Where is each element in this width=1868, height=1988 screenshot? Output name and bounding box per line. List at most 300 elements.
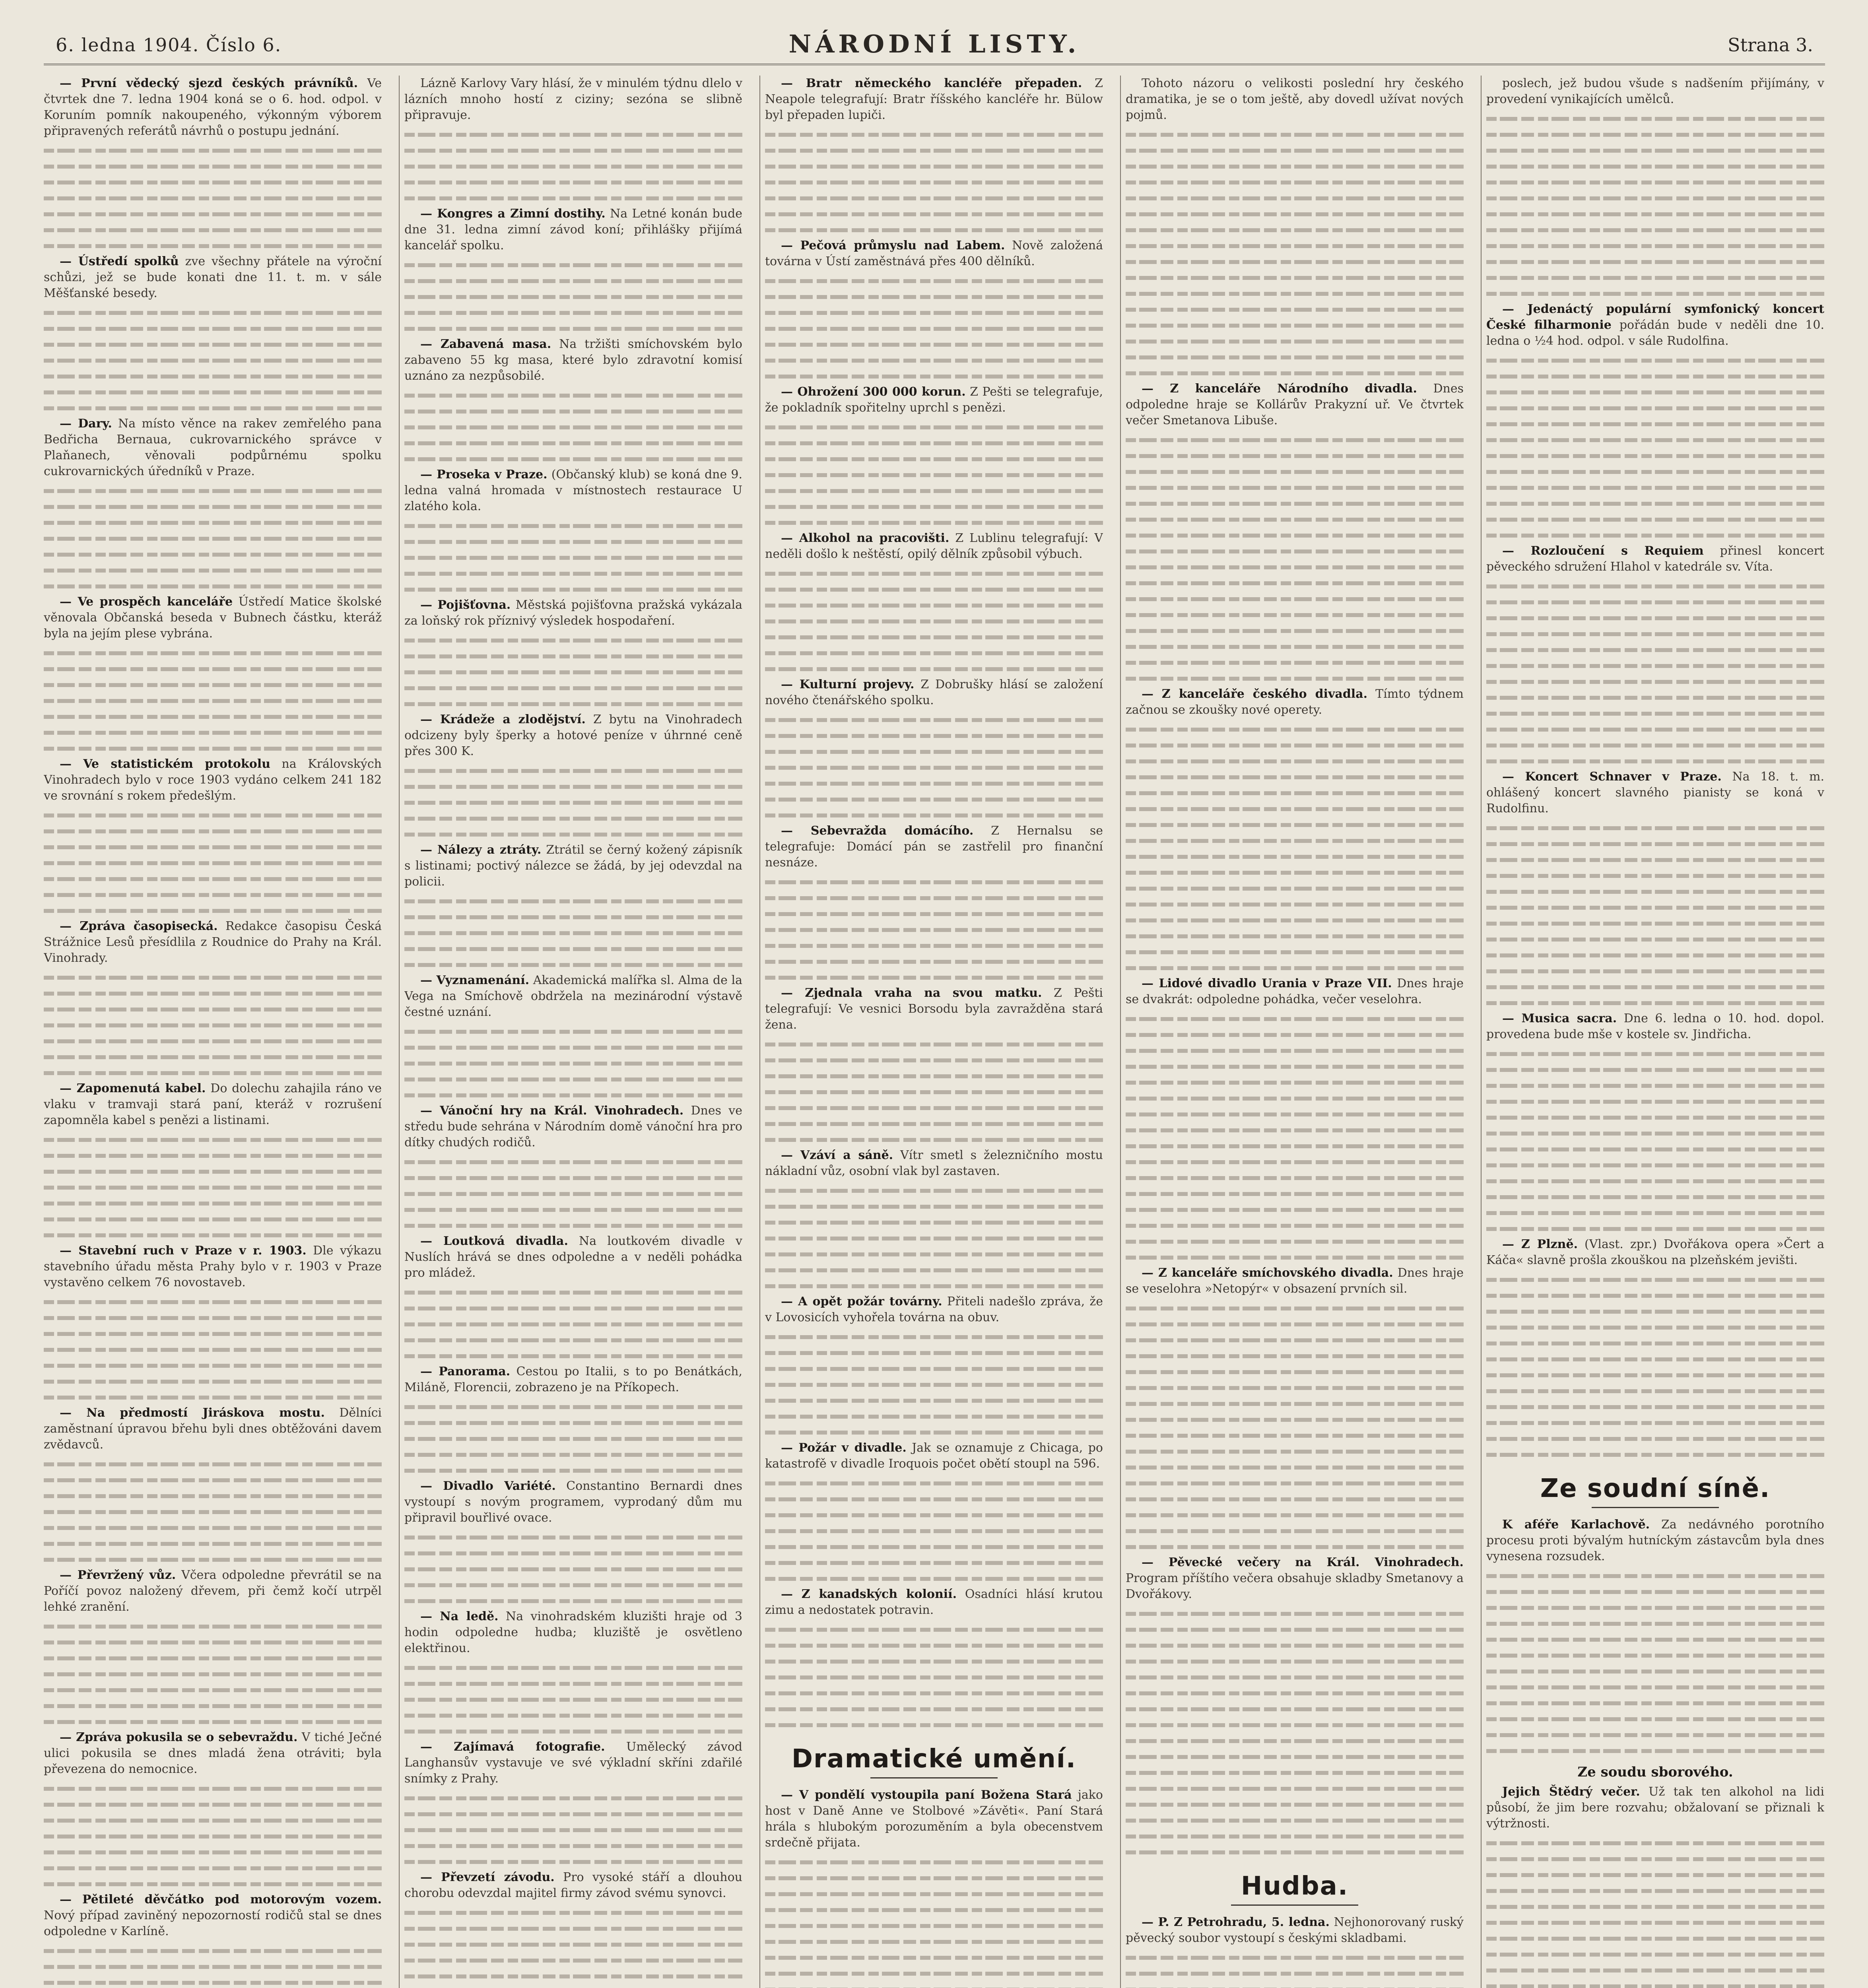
text-line [1126, 1058, 1464, 1074]
text-line [1486, 222, 1824, 238]
text-line [1486, 610, 1824, 626]
text-line [1486, 1141, 1824, 1157]
text-line [1126, 527, 1464, 543]
article-text: Dne 6. ledna o 10. hod. dopol. provedena bude mše v kostele sv. Jindřicha. [1486, 1011, 1824, 1041]
text-line [44, 985, 382, 1001]
text-line [765, 629, 1103, 645]
text-line [1486, 1883, 1824, 1899]
text-line [1126, 559, 1464, 575]
text-line [1126, 480, 1464, 495]
text-line [765, 1052, 1103, 1068]
article-text: Z Lublinu telegrafují: V neděli došlo k neštěstí, opilý dělník způsobil výbuch. [765, 531, 1103, 561]
text-line [1486, 495, 1824, 511]
text-line [404, 1332, 742, 1348]
article-lead: — V pondělí vystoupila paní Božena Stará [781, 1788, 1072, 1802]
article-lead: — Dary. [60, 417, 112, 431]
text-line [765, 775, 1103, 791]
article-text: Dnes hraje se dvakrát: odpoledne pohádka, večer veselohra. [1126, 977, 1464, 1006]
text-line [1486, 480, 1824, 495]
text-line [1126, 639, 1464, 654]
article-text: Z Pešti se telegrafuje, že pokladník spořitelny uprchl s penězi. [765, 385, 1103, 415]
article [44, 254, 382, 301]
text-line [1126, 464, 1464, 480]
article [44, 416, 382, 480]
text-line [1126, 1138, 1464, 1154]
text-line [1126, 607, 1464, 623]
text-line [44, 578, 382, 594]
text-line [1126, 1844, 1464, 1860]
text-line [765, 1981, 1103, 1988]
text-line [1126, 1074, 1464, 1090]
text-line [1126, 1949, 1464, 1965]
text-line [1486, 737, 1824, 753]
text-line [765, 1507, 1103, 1523]
article-lead: — Z kanadských kolonií. [781, 1587, 957, 1601]
text-line [404, 680, 742, 696]
text-line [404, 1707, 742, 1723]
text-line [404, 696, 742, 712]
text-line [44, 1456, 382, 1472]
text-line [1486, 1093, 1824, 1109]
text-line [1486, 658, 1824, 674]
text-line [765, 1886, 1103, 1902]
text-line [1126, 1621, 1464, 1637]
article-text: Městská pojišťovna pražská vykázala za loňský rok příznivý výsledek hospodaření. [404, 598, 742, 628]
article [44, 1892, 382, 1939]
text-line [1486, 1914, 1824, 1930]
text-line [44, 1033, 382, 1049]
article [404, 712, 742, 759]
text-line [1126, 222, 1464, 238]
text-line [44, 1666, 382, 1682]
text-line [44, 206, 382, 222]
article-lead: Jejich Štědrý večer. [1502, 1785, 1640, 1799]
text-line [1486, 1600, 1824, 1615]
column-rule [1120, 76, 1121, 1988]
text-line [1486, 190, 1824, 206]
text-line [1126, 1669, 1464, 1685]
article-text: Nově založená továrna v Ústí zaměstnává přes 400 dělníků. [765, 239, 1103, 268]
text-line [1126, 1475, 1464, 1491]
text-line [404, 257, 742, 273]
text-line [1126, 365, 1464, 381]
text-line [765, 1555, 1103, 1571]
text-line [44, 1132, 382, 1147]
text-line [1486, 368, 1824, 384]
text-line [765, 906, 1103, 922]
article [404, 597, 742, 629]
article-text: Dnes ve středu bude sehrána v Národním domě vánoční hra pro dítky chudých rodičů. [404, 1104, 742, 1149]
text-line [404, 549, 742, 565]
text-line [765, 1653, 1103, 1669]
article [44, 1567, 382, 1615]
text-line [44, 1504, 382, 1520]
article-text: Nejhonorovaný ruský pěvecký soubor vystoupí s českými skladbami. [1126, 1915, 1464, 1945]
text-line [404, 320, 742, 336]
article-lead: — Pěvecké večery na Král. Vinohradech. [1142, 1555, 1464, 1569]
article-lead: — Koncert Schnaver v Praze. [1502, 770, 1722, 784]
text-line [44, 1147, 382, 1163]
text-line [404, 1545, 742, 1561]
text-line [765, 206, 1103, 222]
text-line [765, 969, 1103, 985]
text-line [1126, 623, 1464, 639]
text-line [1126, 285, 1464, 301]
text-line [765, 953, 1103, 969]
text-line [1486, 400, 1824, 416]
article [1126, 381, 1464, 429]
text-line [1126, 1106, 1464, 1122]
text-line [1486, 1851, 1824, 1867]
article-text: Z Neapole telegrafují: Bratr říšského kancléře hr. Bülow byl přepaden lupiči. [765, 76, 1103, 122]
text-line [404, 581, 742, 597]
text-line [765, 273, 1103, 289]
text-line [404, 648, 742, 664]
text-line [1486, 1415, 1824, 1431]
text-line [44, 855, 382, 871]
article-lead: — Stavební ruch v Praze v r. 1903. [60, 1244, 307, 1258]
text-line [404, 1529, 742, 1545]
text-line [1486, 1615, 1824, 1631]
text-line [404, 1399, 742, 1415]
article-lead: — Divadlo Variété. [420, 1479, 556, 1493]
text-line [44, 1828, 382, 1844]
text-line [404, 1561, 742, 1577]
text-line [404, 1300, 742, 1316]
article-lead: — Převržený vůz. [60, 1568, 176, 1582]
text-line [1126, 495, 1464, 511]
text-line [44, 1227, 382, 1243]
text-line [1486, 852, 1824, 868]
text-line [1126, 1733, 1464, 1749]
text-line [765, 305, 1103, 320]
text-line [1126, 448, 1464, 464]
article-lead: — P. Z Petrohradu, 5. ledna. [1142, 1915, 1330, 1929]
text-line [404, 435, 742, 451]
column-1 [44, 76, 382, 1988]
text-line [765, 222, 1103, 238]
text-line [44, 336, 382, 352]
text-line [1486, 899, 1824, 915]
article-text: Redakce časopisu Česká Strážnice Lesů přesídlila z Roudnice do Prahy na Král. Vinohrady. [44, 919, 382, 965]
column-rule [759, 76, 760, 1988]
text-line [765, 289, 1103, 305]
text-line [765, 728, 1103, 744]
text-line [404, 419, 742, 435]
article-lead: — Kongres a Zimní dostihy. [420, 207, 606, 221]
text-line [404, 763, 742, 779]
text-line [765, 1685, 1103, 1701]
text-line [1126, 1523, 1464, 1539]
article-lead: — A opět požár továrny. [781, 1295, 942, 1309]
text-line [1126, 591, 1464, 607]
text-line [44, 1974, 382, 1988]
text-line [1126, 753, 1464, 769]
text-line [1486, 1584, 1824, 1600]
text-line [44, 1294, 382, 1310]
text-line [1486, 126, 1824, 142]
article [1486, 301, 1824, 349]
text-line [44, 724, 382, 740]
text-line [44, 693, 382, 709]
text-line [44, 1520, 382, 1536]
article [765, 1147, 1103, 1179]
text-line [1126, 896, 1464, 912]
text-line [765, 190, 1103, 206]
article-text: Z Pešti telegrafují: Ve vesnici Borsodu byla zavražděna stará žena. [765, 986, 1103, 1032]
text-line [1126, 1186, 1464, 1202]
article-text: V tiché Ječné ulici pokusila se dnes mladá žena otráviti; byla převezena do nemocnice. [44, 1730, 382, 1776]
text-line [765, 1345, 1103, 1361]
text-line [1126, 1749, 1464, 1765]
text-line [1126, 769, 1464, 785]
article-lead: — Zpráva pokusila se o sebevraždu. [60, 1730, 298, 1744]
article-text: Na místo věnce na rakev zemřelého pana Bedřicha Bernaua, cukrovarnického správce v Plaňanech, věnovali podpůrnému spolku cukrovarnických úředníků v Praze. [44, 417, 382, 478]
text-line [44, 1373, 382, 1389]
article-lead: — Pětileté děvčátko pod motorovým vozem. [60, 1893, 382, 1906]
article-text: Na tržišti smíchovském bylo zabaveno 55 kg masa, které bylo zdravotní komisí uznáno za nezpůsobilé. [404, 337, 742, 383]
masthead [44, 24, 1825, 65]
text-line [765, 938, 1103, 953]
text-line [765, 514, 1103, 530]
text-line [1486, 689, 1824, 705]
text-line [1126, 817, 1464, 833]
text-line [765, 712, 1103, 728]
text-line [44, 1844, 382, 1860]
text-line [1126, 1300, 1464, 1316]
text-line [765, 467, 1103, 483]
article-text: přinesl koncert pěveckého sdružení Hlahol v katedrále sv. Víta. [1486, 544, 1824, 574]
text-line [1126, 1249, 1464, 1265]
text-line [765, 1100, 1103, 1116]
text-line [1126, 1332, 1464, 1348]
text-line [1486, 915, 1824, 931]
text-line [404, 1577, 742, 1593]
text-line [1126, 432, 1464, 448]
text-line [1126, 654, 1464, 670]
text-line [1486, 836, 1824, 852]
text-line [404, 1822, 742, 1838]
article-lead: — Požár v divadle. [781, 1441, 907, 1455]
text-line [1486, 1077, 1824, 1093]
text-line [404, 925, 742, 941]
text-line [765, 1669, 1103, 1685]
article [1486, 1784, 1824, 1832]
article [1126, 1555, 1464, 1602]
text-line [44, 1472, 382, 1488]
text-line [1486, 142, 1824, 158]
columns [44, 76, 1825, 1988]
text-line [1126, 1217, 1464, 1233]
text-line [765, 1854, 1103, 1870]
text-line [44, 1179, 382, 1195]
text-line [404, 1284, 742, 1300]
text-line [765, 1278, 1103, 1294]
article-text: Z bytu na Vinohradech odcizeny byly šperky a hotové peníze v úhrnné ceně přes 300 K. [404, 712, 742, 758]
text-line [765, 368, 1103, 384]
text-line [765, 435, 1103, 451]
text-line [1126, 301, 1464, 317]
text-line [1486, 1962, 1824, 1978]
text-line [1486, 721, 1824, 737]
text-line [1126, 1459, 1464, 1475]
article-lead: — První vědecký sjezd českých právníků. [60, 76, 358, 90]
article-lead: — Zajímavá fotografie. [420, 1740, 605, 1754]
text-line [404, 893, 742, 909]
text-line [44, 1959, 382, 1974]
issue-date: 6. ledna 1904. Číslo 6. [56, 34, 282, 56]
article-text: pořádán bude v neděli dne 10. ledna o ½4 hod. odpol. v sále Rudolfina. [1486, 318, 1824, 348]
text-line [1126, 1491, 1464, 1507]
text-line [404, 1790, 742, 1806]
article [44, 76, 382, 139]
article [1486, 543, 1824, 575]
text-line [1126, 1380, 1464, 1396]
article-text: Osadníci hlásí krutou zimu a nedostatek potravin. [765, 1587, 1103, 1617]
text-line [1486, 1287, 1824, 1303]
text-line [1486, 1867, 1824, 1883]
text-line [765, 1523, 1103, 1539]
text-line [1486, 1835, 1824, 1851]
text-line [1486, 254, 1824, 270]
text-line [404, 565, 742, 581]
text-line [1126, 1606, 1464, 1621]
article [1486, 1237, 1824, 1268]
text-line [765, 1965, 1103, 1981]
text-line [765, 807, 1103, 823]
text-line [404, 779, 742, 794]
text-line [1126, 912, 1464, 928]
text-line [765, 499, 1103, 514]
text-line [1126, 1348, 1464, 1364]
text-line [1126, 1685, 1464, 1701]
column-2 [404, 76, 742, 1988]
article [404, 1233, 742, 1281]
text-line [1126, 833, 1464, 848]
text-line [404, 1071, 742, 1087]
text-line [404, 1415, 742, 1431]
text-line [765, 1376, 1103, 1392]
article-text: Do dolechu zahajila ráno ve vlaku v tramvaji stará paní, kteráž v rozrušení zapomněla kabel s penězi a listinami. [44, 1081, 382, 1127]
text-line [44, 887, 382, 903]
text-line [404, 1675, 742, 1691]
text-line [404, 810, 742, 826]
text-line [1126, 1637, 1464, 1653]
text-line [44, 400, 382, 416]
text-line [404, 1660, 742, 1675]
text-line [1126, 737, 1464, 753]
text-line [1486, 432, 1824, 448]
text-line [44, 1049, 382, 1065]
text-line [765, 1491, 1103, 1507]
text-line [1126, 1507, 1464, 1523]
text-line [765, 1408, 1103, 1424]
article-lead: — Z Plzně. [1502, 1237, 1578, 1251]
article [765, 985, 1103, 1033]
text-line [1486, 868, 1824, 883]
section-heading: Dramatické umění. [765, 1743, 1103, 1778]
text-line [765, 791, 1103, 807]
text-line [765, 744, 1103, 759]
text-line [1126, 670, 1464, 686]
article-text: Ztrátil se černý kožený zápisník s listinami; poctivý nálezce se žádá, by jej odevzdal na policii. [404, 843, 742, 889]
text-line [44, 871, 382, 887]
text-line [404, 1593, 742, 1609]
section-heading: Hudba. [1126, 1870, 1464, 1906]
text-line [404, 518, 742, 534]
article-text: Přiteli nadešlo zpráva, že v Lovosicích vyhořela továrna na obuv. [765, 1295, 1103, 1324]
text-line [1486, 527, 1824, 543]
text-line [765, 1701, 1103, 1717]
text-line [404, 909, 742, 925]
text-line [1126, 944, 1464, 960]
text-line [1486, 352, 1824, 368]
article [44, 1081, 382, 1128]
article-lead: — Z kanceláře Národního divadla. [1142, 382, 1417, 396]
article [765, 1440, 1103, 1472]
text-line [1126, 1364, 1464, 1380]
article [404, 1870, 742, 1901]
text-line [404, 1023, 742, 1039]
article-text: Za nedávného porotního procesu proti bývalým hutníckým zástavcům byla dnes vynesena rozsudek. [1486, 1518, 1824, 1563]
text-line [1486, 1367, 1824, 1383]
article-lead: — Nálezy a ztráty. [420, 843, 542, 857]
text-line [1126, 1653, 1464, 1669]
text-line [765, 1132, 1103, 1147]
text-line [404, 1691, 742, 1707]
column-rule [1481, 76, 1482, 1988]
text-line [1486, 174, 1824, 190]
text-line [44, 368, 382, 384]
article [404, 206, 742, 254]
article [404, 973, 742, 1020]
article-text: Dnes odpoledne hraje se Kollárův Prakyzní uř. Ve čtvrtek večer Smetanova Libuše. [1126, 382, 1464, 427]
article [404, 467, 742, 514]
text-line [44, 384, 382, 400]
text-line [1126, 1396, 1464, 1411]
text-line [1126, 174, 1464, 190]
article [404, 842, 742, 890]
text-line [1126, 1043, 1464, 1058]
text-line [765, 1902, 1103, 1918]
text-line [1486, 642, 1824, 658]
text-line [1486, 1727, 1824, 1743]
text-line [1126, 158, 1464, 174]
text-line [404, 1905, 742, 1920]
article-lead: — Zabavená masa. [420, 337, 551, 351]
text-line [1486, 1173, 1824, 1189]
text-line [44, 661, 382, 677]
text-line [404, 1170, 742, 1186]
article [404, 1739, 742, 1787]
article [404, 336, 742, 384]
article-lead: — Jedenáctý populární symfonický koncert České filharmonie [1486, 302, 1824, 332]
text-line [44, 969, 382, 985]
text-line [1486, 1383, 1824, 1399]
article [1126, 686, 1464, 718]
column-rule [399, 76, 400, 1988]
text-line [44, 1488, 382, 1504]
article-text: Dělníci zaměstnaní úpravou břehu byli dnes obtěžováni davem zvědavců. [44, 1406, 382, 1452]
text-line [44, 1195, 382, 1211]
text-line [1126, 1154, 1464, 1170]
column-5 [1486, 76, 1824, 1988]
text-line [765, 922, 1103, 938]
text-line [404, 273, 742, 289]
text-line [44, 483, 382, 499]
text-line [1126, 1780, 1464, 1796]
text-line [44, 1001, 382, 1017]
